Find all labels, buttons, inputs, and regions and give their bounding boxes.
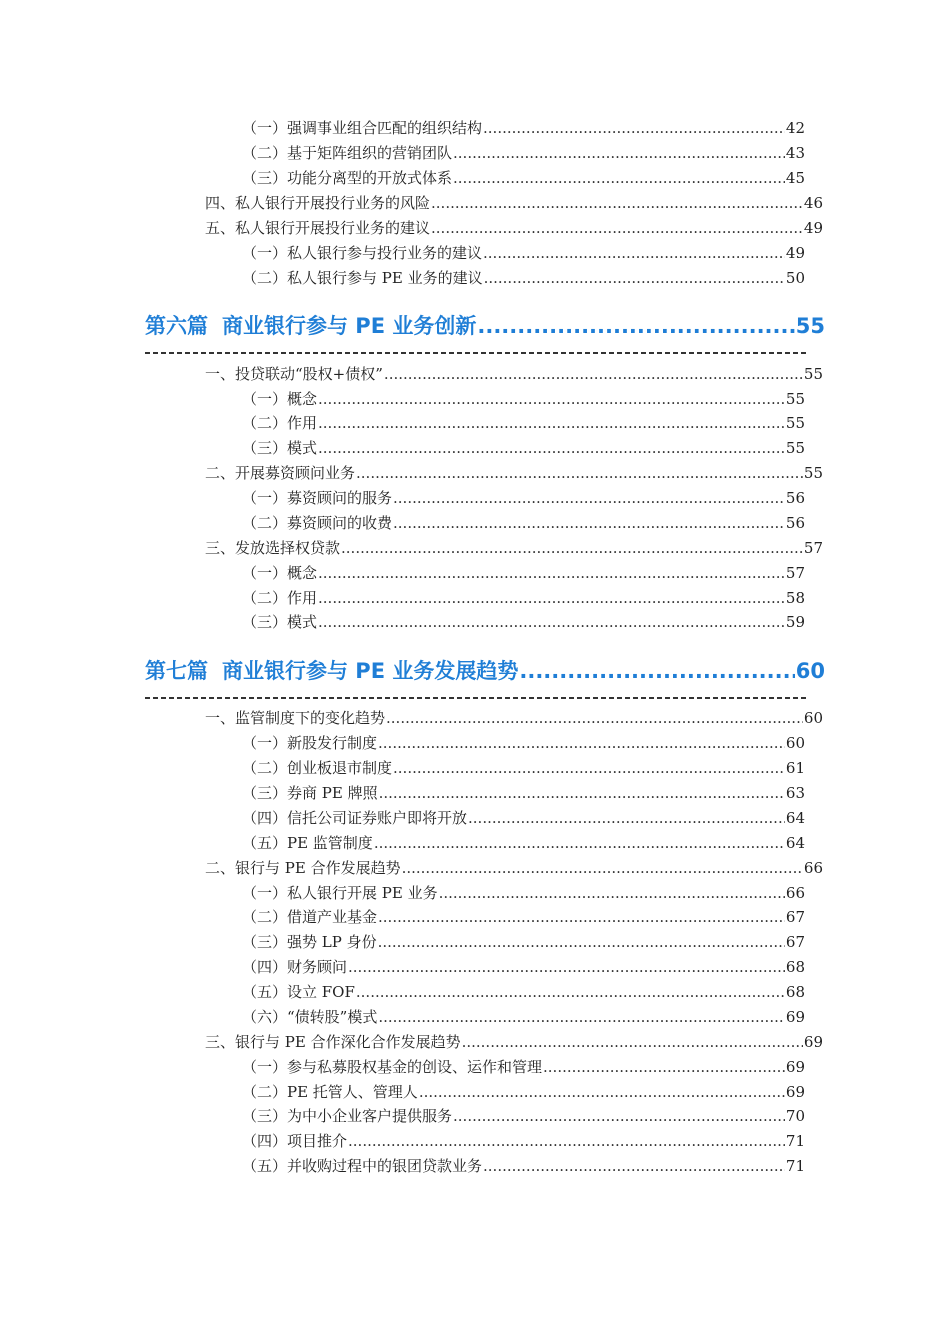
toc-entry[interactable]: （三）模式 ..... 55: [242, 436, 805, 460]
toc-entry[interactable]: （二）募资顾问的收费 ..... 56: [242, 511, 805, 535]
toc-entry[interactable]: 二、开展募资顾问业务 ..... 55: [205, 461, 823, 485]
toc-entry[interactable]: （五）设立 FOF ..... 68: [242, 980, 805, 1004]
chapter-number: 第七篇: [145, 659, 208, 683]
toc-entry[interactable]: （三）券商 PE 牌照 ..... 63: [242, 781, 805, 805]
toc-entry[interactable]: （二）PE 托管人、管理人 ..... 69: [242, 1080, 805, 1104]
toc-entry[interactable]: 二、银行与 PE 合作发展趋势 ..... 66: [205, 856, 823, 880]
toc-entry[interactable]: （一）募资顾问的服务 ..... 56: [242, 486, 805, 510]
toc-entry[interactable]: （二）私人银行参与 PE 业务的建议 ..... 50: [242, 266, 805, 290]
toc-entry[interactable]: （三）模式 ..... 59: [242, 610, 805, 634]
toc-entry[interactable]: （三）为中小企业客户提供服务 ..... 70: [242, 1104, 805, 1128]
toc-entry[interactable]: （四）财务顾问 ..... 68: [242, 955, 805, 979]
toc-entry[interactable]: （二）基于矩阵组织的营销团队 ..... 43: [242, 141, 805, 165]
toc-entry[interactable]: 四、私人银行开展投行业务的风险 ..... 46: [205, 191, 823, 215]
toc-entry[interactable]: （二）创业板退市制度 ..... 61: [242, 756, 805, 780]
toc-entry[interactable]: （五）并收购过程中的银团贷款业务 ..... 71: [242, 1154, 805, 1178]
chapter-heading-6[interactable]: [145, 310, 825, 346]
toc-entry[interactable]: 三、发放选择权贷款 ..... 57: [205, 536, 823, 560]
toc-entry[interactable]: （一）新股发行制度 ..... 60: [242, 731, 805, 755]
chapter-divider: [145, 352, 807, 354]
toc-entry[interactable]: （一）概念 ..... 57: [242, 561, 805, 585]
toc-entry[interactable]: 一、监管制度下的变化趋势 ..... 60: [205, 706, 823, 730]
toc-entry[interactable]: （二）作用 ..... 58: [242, 586, 805, 610]
chapter-number: 第六篇: [145, 314, 208, 338]
chapter-title: 商业银行参与 PE 业务发展趋势: [222, 659, 519, 683]
toc-entry[interactable]: （三）强势 LP 身份 ..... 67: [242, 930, 805, 954]
toc-entry[interactable]: （四）项目推介 ..... 71: [242, 1129, 805, 1153]
chapter-title: 商业银行参与 PE 业务创新: [222, 314, 477, 338]
toc-entry[interactable]: 三、银行与 PE 合作深化合作发展趋势 ..... 69: [205, 1030, 823, 1054]
toc-entry[interactable]: （四）信托公司证券账户即将开放 ..... 64: [242, 806, 805, 830]
toc-entry[interactable]: （一）私人银行开展 PE 业务 ..... 66: [242, 881, 805, 905]
toc-entry[interactable]: （二）作用 ..... 55: [242, 411, 805, 435]
toc-entry[interactable]: （一）参与私募股权基金的创设、运作和管理 ..... 69: [242, 1055, 805, 1079]
toc-entry[interactable]: （五）PE 监管制度 ..... 64: [242, 831, 805, 855]
chapter-divider: [145, 697, 807, 699]
toc-entry[interactable]: （二）借道产业基金 ..... 67: [242, 905, 805, 929]
toc-entry[interactable]: （一）强调事业组合匹配的组织结构 ..... 42: [242, 116, 805, 140]
toc-entry[interactable]: （六）“债转股”模式 ..... 69: [242, 1005, 805, 1029]
toc-entry[interactable]: 五、私人银行开展投行业务的建议 ..... 49: [205, 216, 823, 240]
toc-entry[interactable]: （一）私人银行参与投行业务的建议 ..... 49: [242, 241, 805, 265]
chapter-page: 60: [795, 659, 825, 683]
chapter-heading-7[interactable]: [145, 655, 825, 691]
toc-entry[interactable]: 一、投贷联动“股权+债权” ..... 55: [205, 362, 823, 386]
chapter-page: 55: [795, 314, 825, 338]
toc-entry[interactable]: （三）功能分离型的开放式体系 ..... 45: [242, 166, 805, 190]
toc-entry[interactable]: （一）概念 ..... 55: [242, 387, 805, 411]
